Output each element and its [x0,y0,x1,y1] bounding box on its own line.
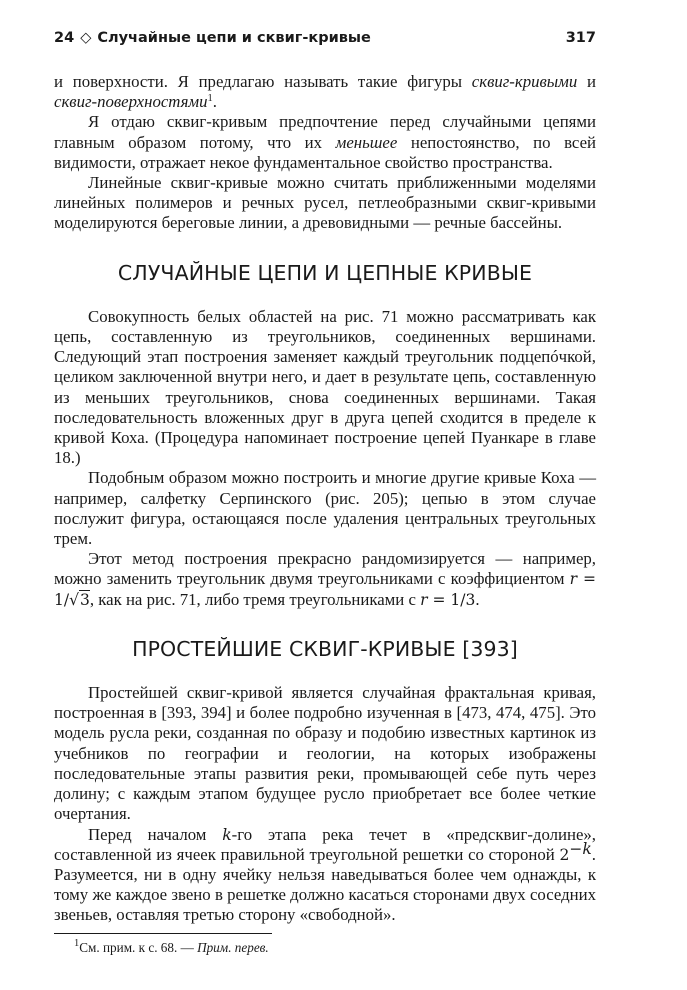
chapter-number: 24 [54,30,75,46]
section-heading: ПРОСТЕЙШИЕ СКВИГ-КРИВЫЕ [393] [132,636,518,661]
text-span: непостоянство, по всей видимости, отражает некое фундаментальное свойство пространства. [54,132,596,172]
footnote-divider [54,933,272,934]
page-number: 317 [565,30,596,46]
paragraph: Простейшей сквиг-кривой является случайная фрактальная кривая, построенная в [393, 394] и более подробно изученная в [473, 474, 475]. Это модель русла реки, созданная по образу и подобию известных картинок из учебников по географии и геологии, на которых изображены последовательные этапы развития реки, промывающей себе путь через долину; с каждым этапом будущее русло приобретает все более четкие очертания. [54,683,596,824]
page [54,30,596,956]
chapter-title: Случайные цепи и сквиг-кривые [97,30,371,46]
footnote-mark: 1 [74,937,80,949]
footnote-emphasis: Прим. перев. [197,939,269,955]
text-span: . [475,589,480,609]
paragraph: Совокупность белых областей на рис. 71 можно рассматривать как цепь, составленную из треугольников, соединенных вершинами. Следующий этап построения заменяет каждый треугольник подцепóчкой, целиком заключенной внутри него, и дает в результате цепь, составленную из меньших треугольников, снова соединенных вершинами. Такая последовательность вложенных друг в друга цепей сходится в пределе к кривой Коха. (Процедура напоминает построение цепей Пуанкаре в главе 18.) [54,306,596,468]
body-text [54,72,596,926]
paragraph [54,825,596,926]
paragraph: Линейные сквиг-кривые можно считать приближенными моделями линейных полимеров и речных русел, петлеобразными сквиг-кривыми моделируются береговые линии, а древовидными — речные бассейны. [54,173,596,233]
term-squig-curves: сквиг-кривыми [471,72,578,91]
text-span: -го этапа река течет в «предсквиг-долине», составленной из ячеек правильной треугольной решетки со стороной [54,824,596,864]
math-var: r [420,590,428,609]
math-var: r [569,570,578,589]
math-base: 2 [559,845,570,864]
text-span: Перед началом [88,824,223,844]
term-squig-surfaces: сквиг-поверхностями [54,92,208,112]
text-span: . [212,92,217,112]
text-span: , как на рис. 71, либо тремя треугольниками с [89,589,421,609]
diamond-separator-icon: ◇ [80,30,92,46]
math-radicand: 3 [79,590,90,609]
paragraph [54,72,596,112]
math-expr: = 1/3 [427,590,476,609]
footnote-text: См. прим. к с. 68. — [79,939,198,955]
text-span: и поверхности. Я предлагаю называть такие фигуры [54,72,472,91]
math-expr: = 1/ [54,570,596,609]
math-var: k [222,825,232,844]
running-head [54,30,596,60]
text-span: . Разумеется, ни в одну ячейку нельзя наведываться более чем однажды, к тому же каждое звено в решетке должно касаться сторонами двух соседних звеньев, оставляя третью сторону «свободной». [54,844,596,925]
emphasis: меньшее [335,132,398,152]
text-span: и [577,72,596,91]
footnote-ref: 1 [207,93,213,105]
paragraph: Подобным образом можно построить и многие другие кривые Коха — например, салфетку Серпинского (рис. 205); цепью в этом случае послужит фигура, остающаяся после удаления центральных треугольных трем. [54,468,596,549]
footnote [54,937,596,956]
text-span: Этот метод построения прекрасно рандомизируется — например, можно заменить треугольник двумя треугольниками с коэффициентом [54,549,596,589]
math-exponent: −k [569,839,592,858]
text-span: Я отдаю сквиг-кривым предпочтение перед случайными цепями главным образом потому, что их [54,112,596,152]
sqrt-sign-icon: √ [69,590,79,609]
paragraph [54,549,596,610]
paragraph [54,112,596,173]
section-heading: СЛУЧАЙНЫЕ ЦЕПИ И ЦЕПНЫЕ КРИВЫЕ [117,260,533,285]
